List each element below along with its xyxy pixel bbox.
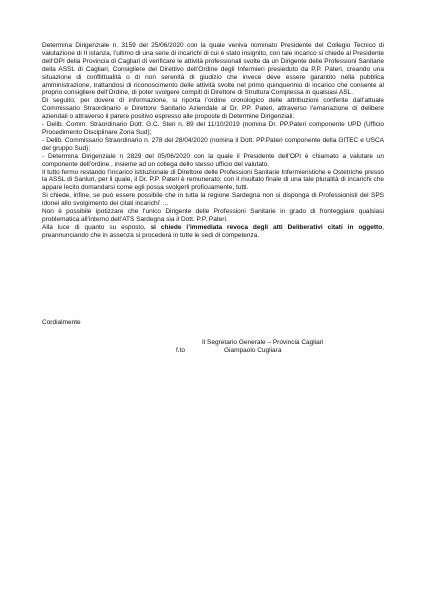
paragraph-ordine-cronologico: Di seguito, per dovere di informazione, si riporta l’ordine cronologico delle attribuzioni conferite dall’attuale Commissario Straordinario e Direttore Sanitario Aziendale al Dr. PP. Pateri, attraverso l’emanazione di delibere aziendali o attraverso il parere positivo espresso alle proposte di Determine Dirigenziali:: [42, 97, 384, 121]
signatory-name: Giampaolo Cugliara: [224, 347, 282, 354]
revoca-closing-text: , preannunciando che in assenza si procederà in tutte le sedi di competenza.: [42, 223, 384, 239]
revoca-intro-text: Alla luce di quanto su esposto,: [42, 223, 151, 231]
paragraph-determina-3159: Determina Dirigenziale n. 3159 del 25/06/2020 con la quale veniva nominato Presidente del Collegio Tecnico di valutazione di II istanza, l’ultimo di una serie di incarichi di cui è stato insignito, con tale incarico si chiede al Presidente dell’OPI della Provincia di Cagliari di verificare le attività professionali svolte da un Dirigente delle Professioni Sanitarie della ASSL di Cagliari, Consigliere del Direttivo dell’Ordine degli Infermieri presieduto da P.P. Pateri, creando una situazione di conflittualità o di non serenità di giudizio che invece deve essere garantito nella pubblica amministrazione, trattandosi di riconoscimento delle attività svolte nel primo quinquennio di incarico che consente al proprio consigliere dell’Ordine, di poter svolgere compiti di Direttore di Struttura Complessa in qualsiasi ASL.: [42, 42, 384, 97]
letter-body: [42, 42, 384, 240]
paragraph-incarico-istituzionale: Il tutto fermo restando l’incarico istituzionale di Direttore delle Professioni Sanitarie Infermieristiche e Ostetriche presso la ASSL di Sanluri, per il quale, il Dr. P.P. Pateri è remunerato: con il risultato finale di una tale pluralità di incarichi che appare lecito domandarsi come egli possa svolgerli proficuamente, tutti.: [42, 168, 384, 192]
list-item-delibera-89: - Delib. Comm. Straordinario Dott. G.C. Steri n. 89 del 11/10/2019 (nomina Dr. PP.Pateri componente UPD (Ufficio Procedimento Disciplinare Zona Sud);: [42, 121, 384, 136]
list-item-determina-2829: - Determina Dirigenziale n 2829 del 05/06/2020 con la quale il Presidente dell’OPI è chiamato a valutare un componente dell’ordine , insieme ad un collega dello stesso ufficio del valutato.: [42, 152, 384, 168]
paragraph-unico-dirigente: Non è possibile ipotizzare che l’unico Dirigente delle Professioni Sanitarie in grado di fronteggiare qualsiasi problematica all’interno dell’ATS Sardegna sia il Dott. P.P. Pateri.: [42, 208, 384, 223]
signature-block: [176, 339, 323, 355]
closing-salutation: Cordialmente: [42, 319, 81, 326]
signatory-title: Il Segretario Generale – Provincia Cagliari: [202, 339, 324, 346]
list-item-delibera-278: - Delib. Commissario Straordinario n. 278 del 28/04/2020 (nomina il Dott. PP.Pateri componente della GITEC e USCA del gruppo Sud);: [42, 136, 384, 152]
revoca-request-bold: si chiede l’immediata revoca degli atti Deliberativi citati in oggetto: [150, 223, 383, 231]
signature-prefix: f.to: [176, 347, 186, 354]
paragraph-richiesta-revoca: [42, 224, 384, 240]
signatory-row: [176, 347, 323, 355]
paragraph-si-chiede-infine: Si chiede, infine, se può essere possibile che in tutta la regione Sardegna non si disponga di Professionisti del SPS idonei allo svolgimento dei citati incarichi’ …: [42, 192, 384, 208]
